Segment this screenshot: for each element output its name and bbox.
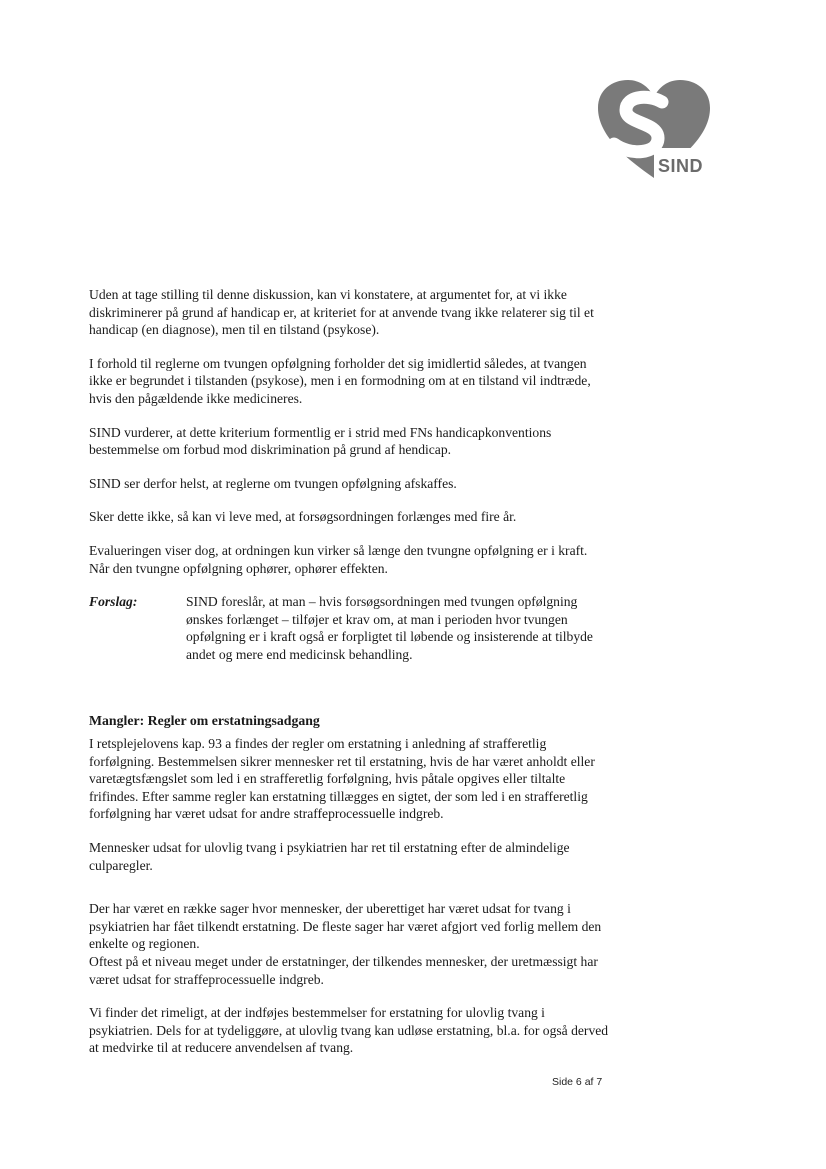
page-number: Side 6 af 7	[552, 1076, 603, 1088]
paragraph: I retsplejelovens kap. 93 a findes der regler om erstatning i anledning af strafferetlig forfølgning. Bestemmelsen sikrer mennesker ret til erstatning, hvis de har været anholdt eller varetægtsfængslet som led i en strafferetlig forfølgning, hvis påtale opgives eller tiltalte frifindes. Efter samme regler kan erstatning tillægges en sigtet, der som led i en strafferetlig forfølgning har været udsat for andre straffeprocessuelle indgreb.	[89, 736, 595, 822]
paragraph: Der har været en række sager hvor mennesker, der uberettiget har været udsat for tvang i psykiatrien har fået tilkendt erstatning. De fleste sager har været afgjort ved forlig mellem den enkelte og regionen.	[89, 901, 602, 952]
paragraph: SIND ser derfor helst, at reglerne om tvungen opfølgning afskaffes.	[89, 475, 457, 491]
paragraph: Sker dette ikke, så kan vi leve med, at forsøgsordningen forlænges med fire år.	[89, 509, 517, 525]
proposal-block	[89, 593, 609, 663]
logo-wordmark: SIND	[658, 156, 704, 176]
paragraph: SIND vurderer, at dette kriterium formentlig er i strid med FNs handicapkonventions bestemmelse om forbud mod diskrimination på grund af hendicap.	[89, 424, 552, 458]
paragraph: Mennesker udsat for ulovlig tvang i psykiatrien har ret til erstatning efter de almindelige culparegler.	[89, 840, 570, 873]
paragraph: Evalueringen viser dog, at ordningen kun virker så længe den tvungne opfølgning er i kraft. Når den tvungne opfølgning ophører, ophører effekten.	[89, 542, 588, 576]
section-heading: Mangler: Regler om erstatningsadgang	[89, 712, 320, 728]
proposal-text: SIND foreslår, at man – hvis forsøgsordningen med tvungen opfølgning ønskes forlænget – tilføjer et krav om, at man i perioden hvor tvungen opfølgning er i kraft også er forpligtet til løbende og insisterende at tilbyde andet og mere end medicinsk behandling.	[186, 594, 593, 662]
proposal-label: Forslag:	[89, 594, 138, 610]
paragraph: Uden at tage stilling til denne diskussion, kan vi konstatere, at argumentet for, at vi ikke diskriminerer på grund af handicap er, at kriteriet for at anvende tvang ikke relaterer sig til et handicap (en diagnose), men til en tilstand (psykose).	[89, 287, 594, 338]
document-body	[89, 286, 609, 1073]
paragraph: I forhold til reglerne om tvungen opfølgning forholder det sig imidlertid således, at tvangen ikke er begrundet i tilstanden (psykose), men i en formodning om at en tilstand vil indtræde, hvis den pågældende ikke medicineres.	[89, 355, 591, 406]
paragraph: Oftest på et niveau meget under de erstatninger, der tilkendes mennesker, der uretmæssigt har været udsat for straffeprocessuelle indgreb.	[89, 954, 598, 987]
paragraph: Vi finder det rimeligt, at der indføjes bestemmelser for erstatning for ulovlig tvang i psykiatrien. Dels for at tydeliggøre, at ulovlig tvang kan udløse erstatning, bl.a. for også derved at medvirke til at reducere anvendelsen af tvang.	[89, 1005, 609, 1056]
